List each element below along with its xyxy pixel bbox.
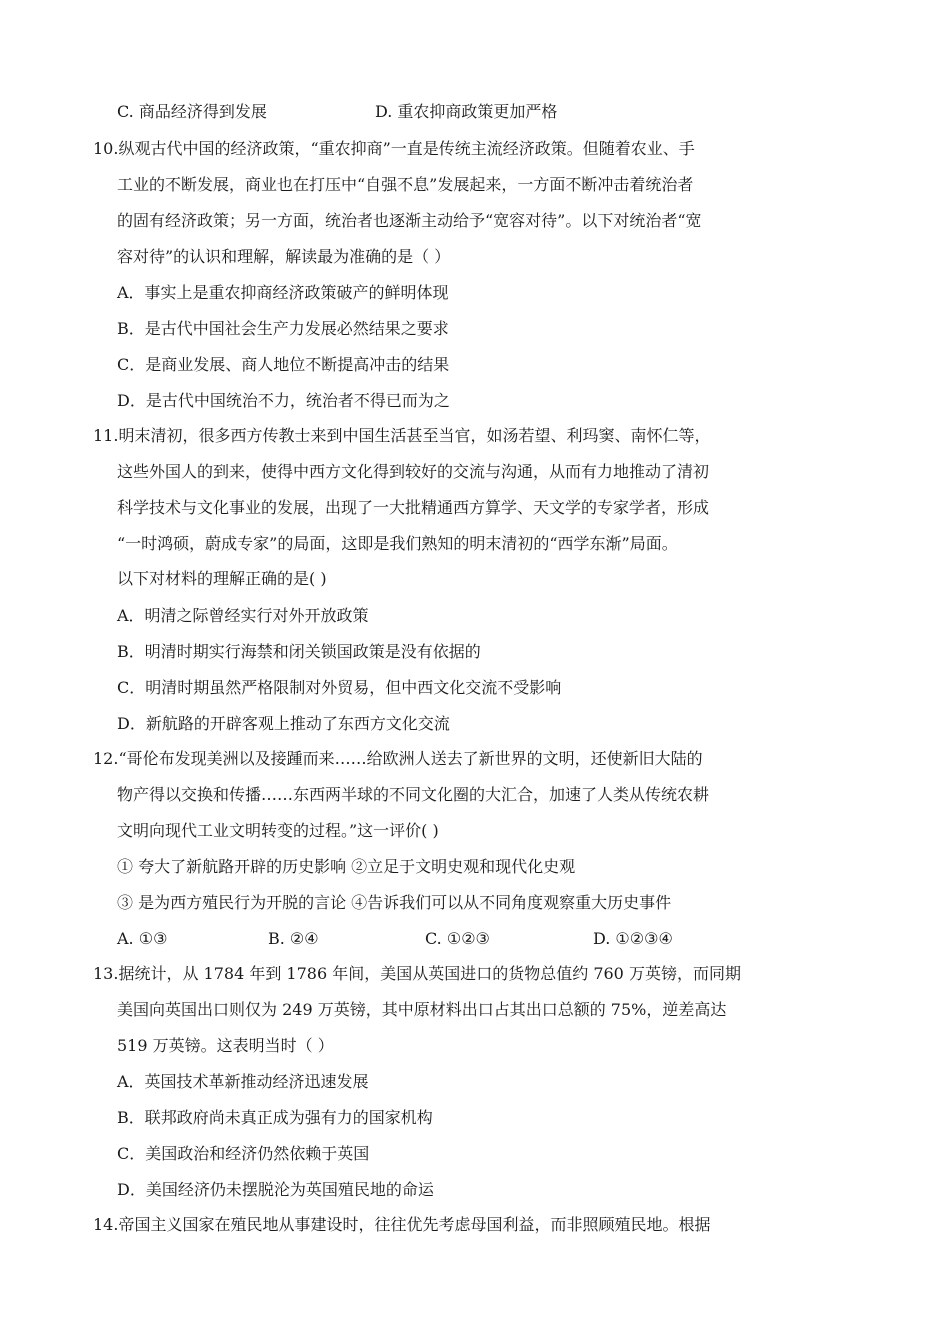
q12-statement-1-2: ① 夸大了新航路开辟的历史影响 ②立足于文明史观和现代化史观 (117, 857, 576, 876)
q10-stem-line-3: 的固有经济政策；另一方面，统治者也逐渐主动给予“宽容对待”。以下对统治者“宽 (117, 211, 702, 230)
q11-stem-line-3: 科学技术与文化事业的发展，出现了一大批精通西方算学、天文学的专家学者，形成 (117, 498, 710, 517)
q10-option-b: B．是古代中国社会生产力发展必然结果之要求 (117, 319, 449, 338)
q11-stem-line-4: “一时鸿硕，蔚成专家”的局面，这即是我们熟知的明末清初的“西学东渐”局面。 (117, 534, 678, 553)
q13-stem-line-3: 519 万英镑。这表明当时（ ） (117, 1036, 334, 1055)
q11-stem-line-2: 这些外国人的到来，使得中西方文化得到较好的交流与沟通，从而有力地推动了清初 (117, 462, 710, 481)
q10-option-d: D．是古代中国统治不力，统治者不得已而为之 (117, 391, 450, 410)
q10-option-a: A．事实上是重农抑商经济政策破产的鲜明体现 (117, 283, 449, 302)
q9-option-d: D. 重农抑商政策更加严格 (375, 102, 558, 121)
q12-stem-line-2: 物产得以交换和传播……东西两半球的不同文化圈的大汇合，加速了人类从传统农耕 (117, 785, 710, 804)
q11-option-c: C．明清时期虽然严格限制对外贸易，但中西文化交流不受影响 (117, 678, 562, 697)
q13-option-b: B．联邦政府尚未真正成为强有力的国家机构 (117, 1108, 433, 1127)
q11-option-d: D．新航路的开辟客观上推动了东西方文化交流 (117, 714, 450, 733)
q13-option-c: C．美国政治和经济仍然依赖于英国 (117, 1144, 370, 1163)
q12-option-c: C. ①②③ (425, 929, 490, 948)
q13-stem-line-1: 13.据统计，从 1784 年到 1786 年间，美国从英国进口的货物总值约 760 万英镑，而同期 (93, 964, 741, 983)
q11-option-b: B．明清时期实行海禁和闭关锁国政策是没有依据的 (117, 642, 481, 661)
q12-option-d: D. ①②③④ (593, 929, 673, 948)
q12-statement-3-4: ③ 是为西方殖民行为开脱的言论 ④告诉我们可以从不同角度观察重大历史事件 (117, 893, 672, 912)
q11-stem-line-5: 以下对材料的理解正确的是( ) (117, 569, 327, 588)
q13-option-d: D．美国经济仍未摆脱沦为英国殖民地的命运 (117, 1180, 434, 1199)
q13-stem-line-2: 美国向英国出口则仅为 249 万英镑，其中原材料出口占其出口总额的 75%，逆差高达 (117, 1000, 727, 1019)
q12-stem-line-3: 文明向现代工业文明转变的过程。”这一评价( ) (117, 821, 439, 840)
q10-option-c: C．是商业发展、商人地位不断提高冲击的结果 (117, 355, 450, 374)
q12-stem-line-1: 12.“哥伦布发现美洲以及接踵而来……给欧洲人送去了新世界的文明，还使新旧大陆的 (93, 749, 703, 768)
q10-stem-line-1: 10.纵观古代中国的经济政策，“重农抑商”一直是传统主流经济政策。但随着农业、手 (93, 139, 695, 158)
q11-option-a: A．明清之际曾经实行对外开放政策 (117, 606, 369, 625)
q12-option-a: A. ①③ (117, 929, 168, 948)
q10-stem-line-2: 工业的不断发展，商业也在打压中“自强不息”发展起来，一方面不断冲击着统治者 (117, 175, 694, 194)
q14-stem-line-1: 14.帝国主义国家在殖民地从事建设时，往往优先考虑母国利益，而非照顾殖民地。根据 (93, 1215, 711, 1234)
q11-stem-line-1: 11.明末清初，很多西方传教士来到中国生活甚至当官，如汤若望、利玛窦、南怀仁等， (93, 426, 711, 445)
q10-stem-line-4: 容对待”的认识和理解，解读最为准确的是（ ） (117, 247, 451, 266)
q13-option-a: A．英国技术革新推动经济迅速发展 (117, 1072, 369, 1091)
q12-option-b: B. ②④ (268, 929, 319, 948)
q9-option-c: C. 商品经济得到发展 (117, 102, 267, 121)
